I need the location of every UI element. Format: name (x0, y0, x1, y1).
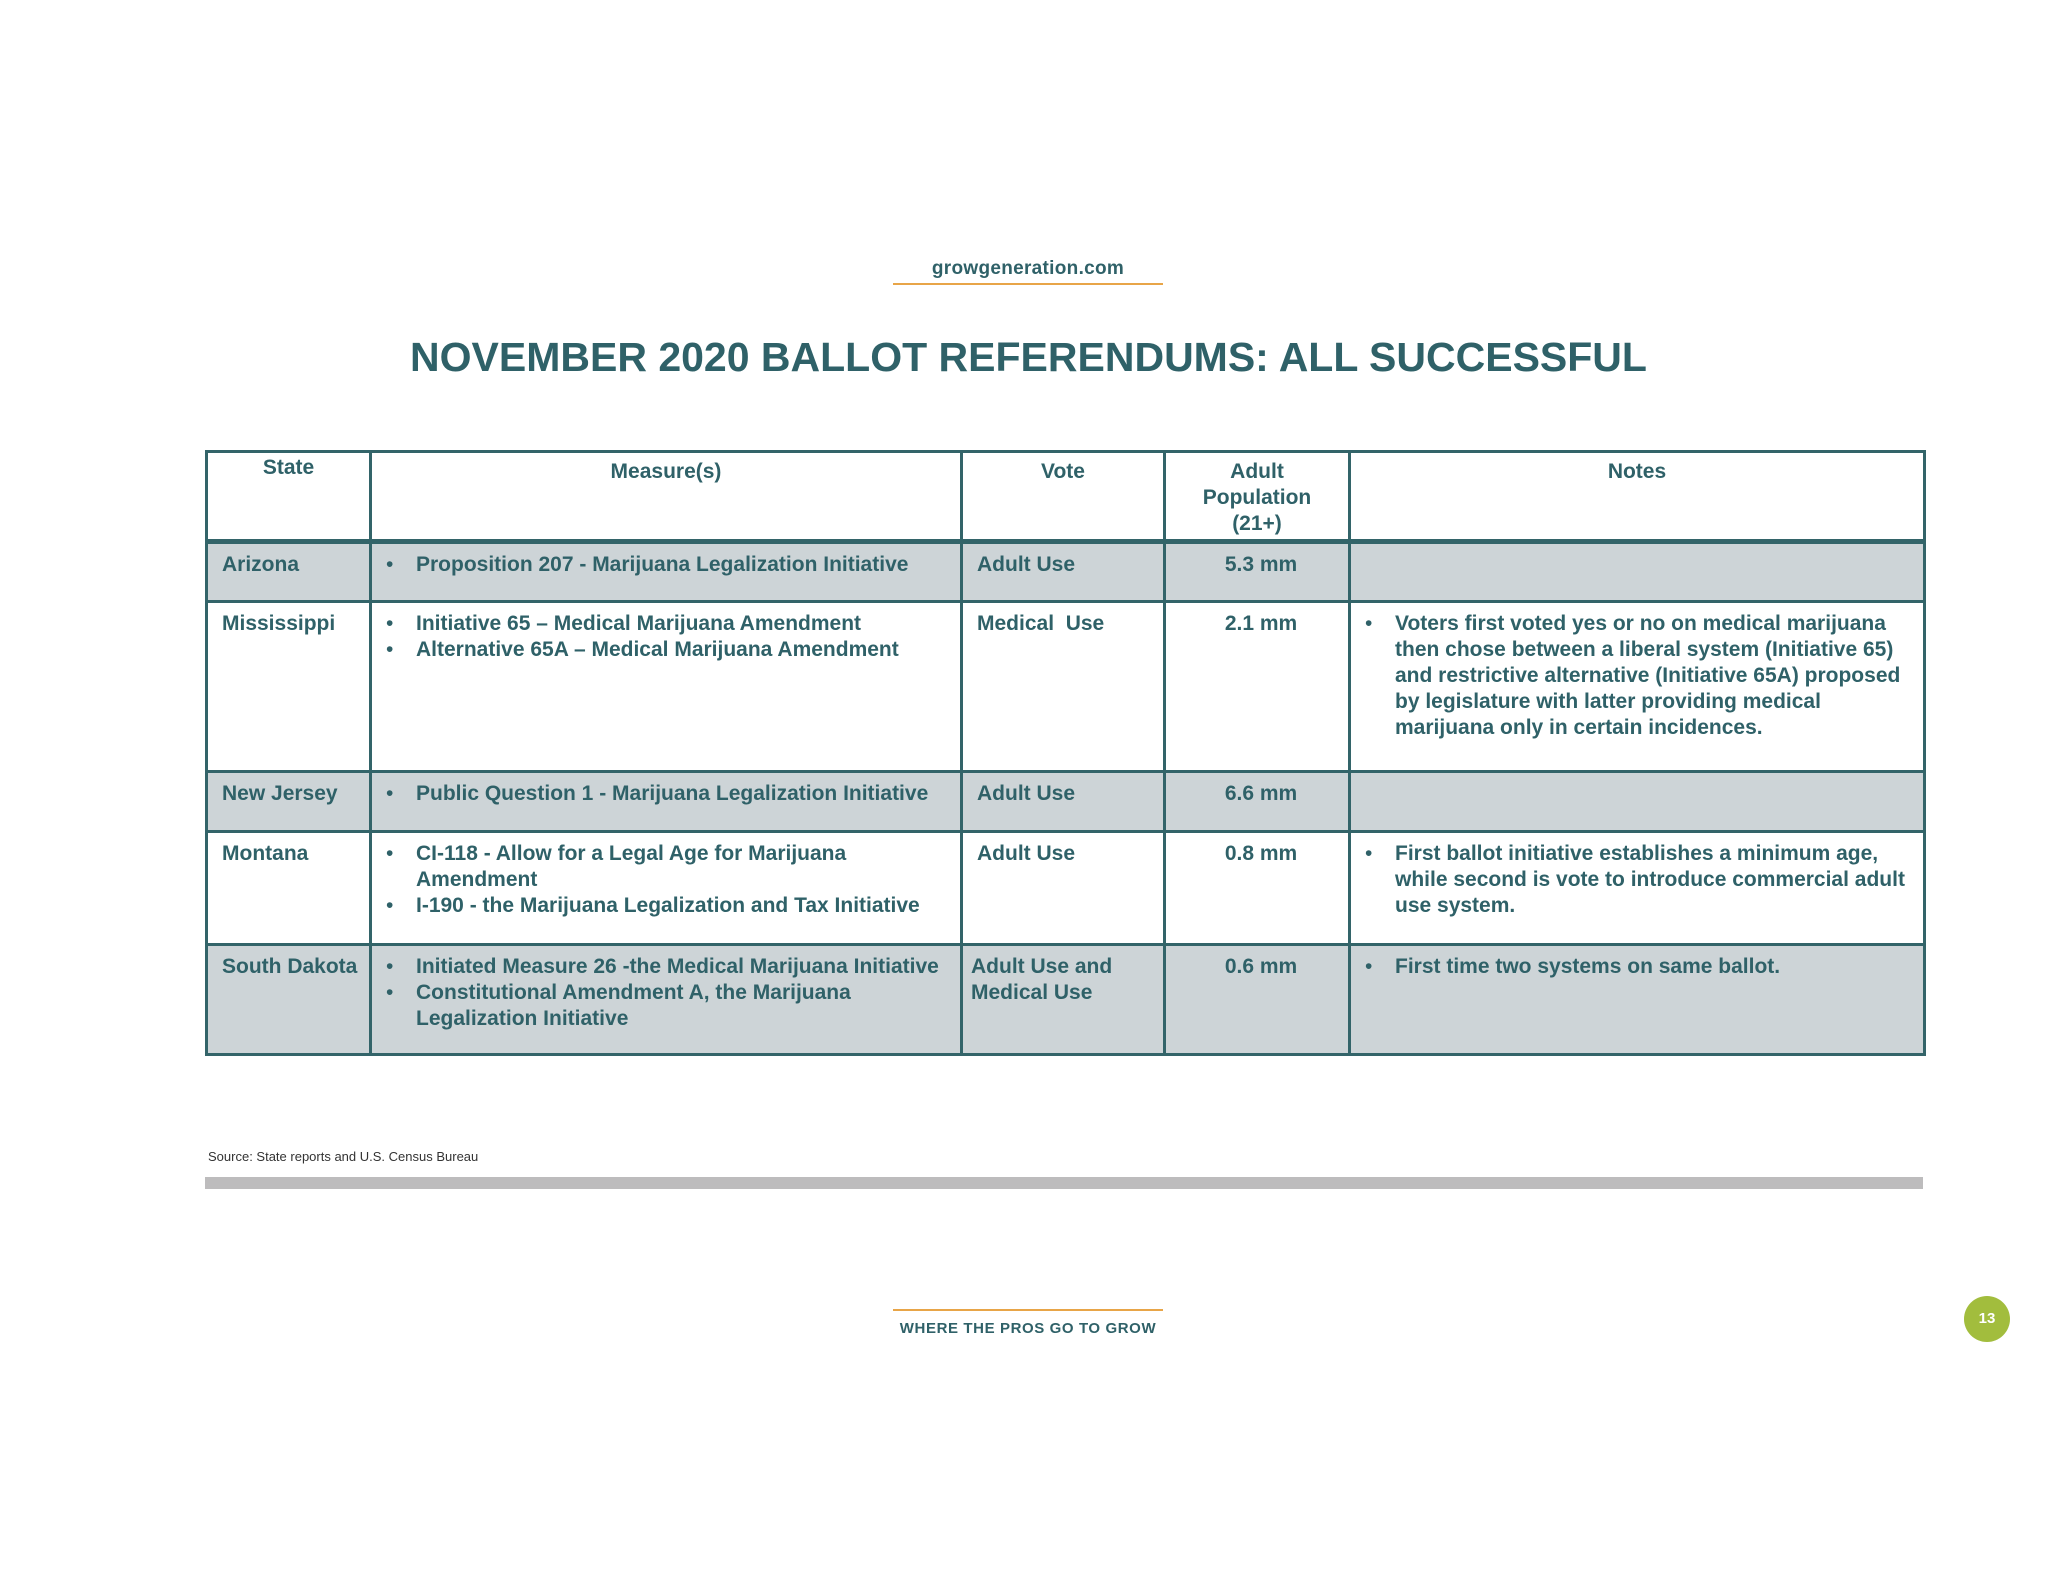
cell-notes (1350, 602, 1925, 772)
cell-measures (371, 772, 962, 832)
cell-population: 2.1 mm (1165, 602, 1350, 772)
cell-vote: Medical Use (962, 602, 1165, 772)
cell-state: Mississippi (207, 602, 371, 772)
cell-population: 0.8 mm (1165, 832, 1350, 945)
col-header-measures: Measure(s) (371, 452, 962, 542)
cell-measures (371, 542, 962, 602)
table-row (207, 542, 1925, 602)
cell-notes (1350, 772, 1925, 832)
note-item: • First ballot initiative establishes a minimum age, while second is vote to introduce commercial adult use system. (1395, 841, 1917, 919)
table-row (207, 772, 1925, 832)
table-row (207, 945, 1925, 1055)
source-note: Source: State reports and U.S. Census Bureau (208, 1149, 479, 1164)
cell-measures (371, 945, 962, 1055)
tagline: WHERE THE PROS GO TO GROW (899, 1320, 1157, 1337)
header-accent-line (893, 283, 1163, 285)
cell-state: Montana (207, 832, 371, 945)
note-item: • Voters first voted yes or no on medical marijuana then chose between a liberal system (Initiative 65) and restrictive alternative (Initiative 65A) proposed by legislature with latter providing medical marijuana only in certain incidences. (1395, 611, 1917, 741)
measure-item: • Initiative 65 – Medical Marijuana Amendment (416, 611, 954, 637)
site-url: growgeneration.com (931, 258, 1125, 279)
table-header-row (207, 452, 1925, 542)
page-title: NOVEMBER 2020 BALLOT REFERENDUMS: ALL SUCCESSFUL (410, 334, 1647, 380)
measure-item: • I-190 - the Marijuana Legalization and Tax Initiative (416, 893, 954, 919)
col-header-vote: Vote (962, 452, 1165, 542)
col-header-notes: Notes (1350, 452, 1925, 542)
footer-divider (205, 1177, 1923, 1189)
cell-state: South Dakota (207, 945, 371, 1055)
table-row (207, 832, 1925, 945)
cell-measures (371, 832, 962, 945)
cell-vote: Adult Use (962, 832, 1165, 945)
cell-vote: Adult Use and Medical Use (962, 945, 1165, 1055)
cell-notes (1350, 542, 1925, 602)
cell-state: New Jersey (207, 772, 371, 832)
measure-item: • Constitutional Amendment A, the Marijuana Legalization Initiative (416, 980, 954, 1032)
col-header-state: State (207, 452, 371, 542)
ballot-referendums-table (205, 450, 1926, 1056)
cell-notes (1350, 945, 1925, 1055)
note-item: • First time two systems on same ballot. (1395, 954, 1917, 980)
measure-item: • Proposition 207 - Marijuana Legalization Initiative (416, 552, 954, 578)
col-header-population (1165, 452, 1350, 542)
cell-measures (371, 602, 962, 772)
measure-item: • CI-118 - Allow for a Legal Age for Marijuana Amendment (416, 841, 954, 893)
page-number-badge: 13 (1964, 1296, 2010, 1342)
col-header-population-label: Adult Population (21+) (1202, 460, 1312, 535)
measure-item: • Public Question 1 - Marijuana Legalization Initiative (416, 781, 954, 807)
table-row (207, 602, 1925, 772)
footer-accent-line (893, 1309, 1163, 1311)
cell-population: 0.6 mm (1165, 945, 1350, 1055)
cell-vote: Adult Use (962, 772, 1165, 832)
cell-state: Arizona (207, 542, 371, 602)
cell-notes (1350, 832, 1925, 945)
cell-vote: Adult Use (962, 542, 1165, 602)
cell-population: 5.3 mm (1165, 542, 1350, 602)
measure-item: • Initiated Measure 26 -the Medical Marijuana Initiative (416, 954, 954, 980)
measure-item: • Alternative 65A – Medical Marijuana Amendment (416, 637, 954, 663)
cell-population: 6.6 mm (1165, 772, 1350, 832)
